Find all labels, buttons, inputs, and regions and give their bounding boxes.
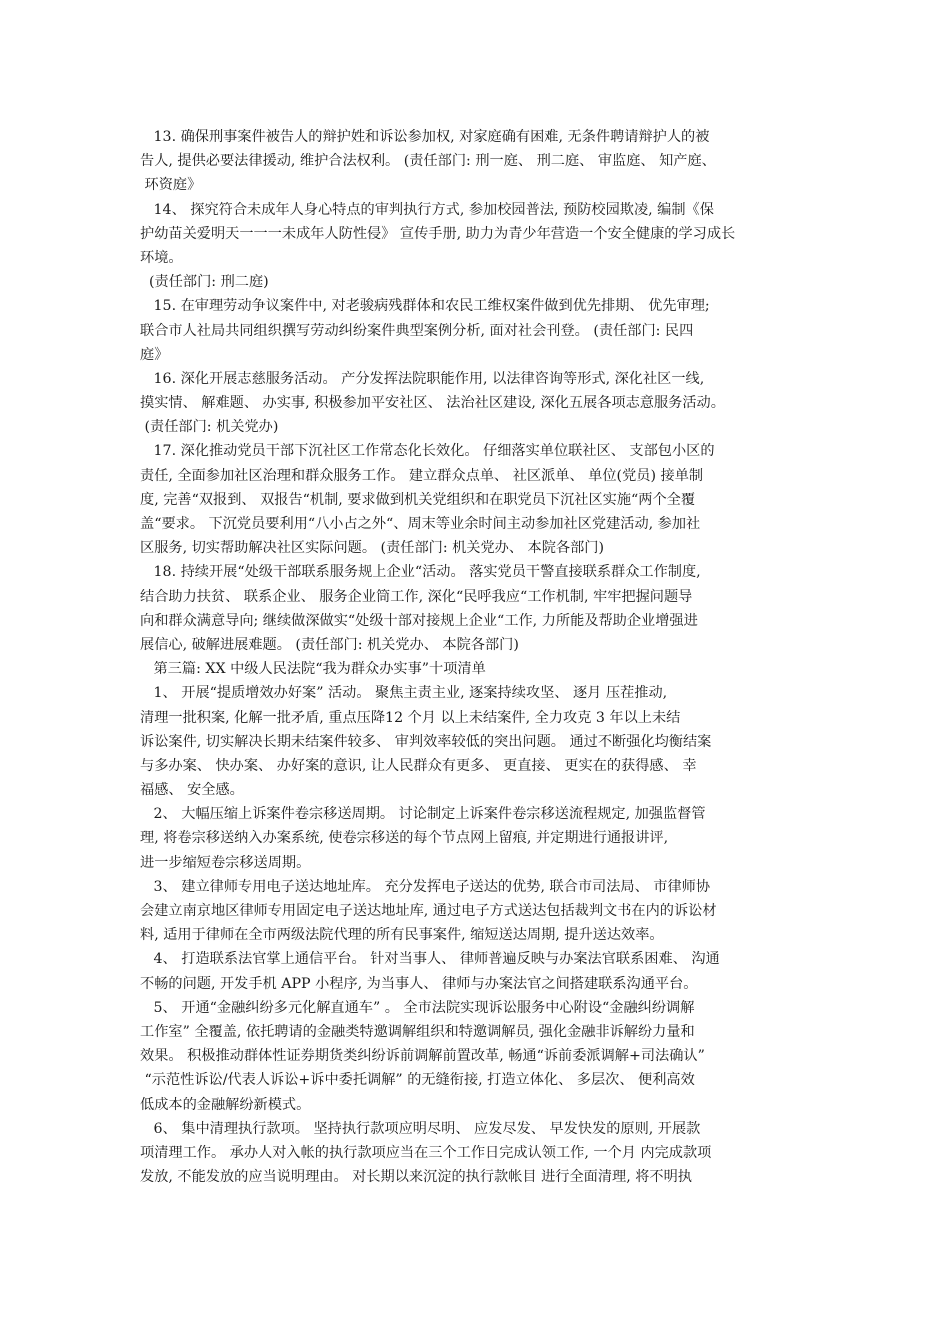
text-line: 盖“要求。 下沉党员要利用“八小占之外“、周末等业余时间主动参加社区党建活动, 参加社 [140,516,701,532]
text-line: 区服务, 切实帮助解决社区实际问题。 (责任部门: 机关党办、 本院各部门) [140,540,605,557]
paragraph [140,947,816,995]
text-line: 庭》 [140,346,169,363]
text-line: 工作室” 全覆盖, 依托聘请的金融类特邀调解组织和特邀调解员, 强化金融非诉解纷力量和 [140,1023,695,1040]
text-line: 向和群众满意导向; 继续做深做实“处级十部对接规上企业“工作, 力所能及帮助企业增强进 [140,612,698,629]
text-line: 18. 持续开展“处级干部联系服务规上企业“活动。 落实党员干警直接联系群众工作制度, [140,564,701,581]
text-line: 度, 完善“双报到、 双报告“机制, 要求做到机关党组织和在职党员下沉社区实施“两个全覆 [140,491,696,508]
text-line: 17. 深化推动党员干部下沉社区工作常态化长效化。 仔细落实单位联社区、 支部包小区的 [140,443,715,460]
paragraph [140,367,816,440]
paragraph [140,294,816,367]
text-line: 环境。 [140,249,183,266]
text-line: 6、 集中清理执行款项。 坚持执行款项应明尽明、 应发尽发、 早发快发的原则, 开展款 [140,1120,701,1137]
text-line: 诉讼案件, 切实解决长期未结案件较多、 审判效率较低的突出问题。 通过不断强化均衡结案 [140,733,712,750]
text-line: 摸实情、 解难题、 办实事, 积极参加平安社区、 法治社区建设, 深化五展各项志意服务活动。 [140,395,725,412]
text-line: 15. 在审理劳动争议案件中, 对老骏病残群体和农民工维权案件做到优先排期、 优先审理; [140,298,710,315]
text-line: 项清理工作。 承办人对入帐的执行款项应当在三个工作日完成认领工作, 一个月 内完成款项 [140,1144,712,1161]
text-line: 14、 探究符合未成年人身心特点的审判执行方式, 参加校园普法, 预防校园欺凌, 编制《保 [140,201,714,218]
text-line: 5、 开通“金融纠纷多元化解直通车” 。 全市法院实现诉讼服务中心附设“金融纠纷调解 [140,999,695,1016]
paragraph [140,802,816,875]
text-line: 料, 适用于律师在全市两级法院代理的所有民事案件, 缩短送达周期, 提升送达效率。 [140,927,664,944]
text-line: 展信心, 破解进展难题。 (责任部门: 机关党办、 本院各部门) [140,636,519,653]
paragraph [140,1117,816,1190]
paragraph [140,560,816,657]
text-line: 进一步缩短卷宗移送周期。 [140,854,311,871]
text-line: 2、 大幅压缩上诉案件卷宗移送周期。 讨论制定上诉案件卷宗移送流程规定, 加强监督管 [140,806,706,823]
document-body [140,125,816,1189]
text-line: 与多办案、 快办案、 办好案的意识, 让人民群众有更多、 更直接、 更实在的获得感、 幸 [140,757,697,774]
text-line: 福感、 安全感。 [140,782,244,799]
text-line: 不畅的问题, 开发手机 APP 小程序, 为当事人、 律师与办案法官之间搭建联系沟通平台。 [140,975,698,992]
text-line: 低成本的金融解纷新模式。 [140,1096,311,1113]
text-line: 结合助力扶贫、 联系企业、 服务企业筒工作, 深化“民呼我应“工作机制, 牢牢把握问题导 [140,588,693,605]
text-line: 会建立南京地区律师专用固定电子送达地址库, 通过电子方式送达包括裁判文书在内的诉讼材 [140,903,717,919]
text-line: 联合市人社局共同组织撰写劳动纠纷案件典型案例分析, 面对社会刊登。 (责任部门: 民四 [140,322,694,339]
text-line: (责任部门: 刑二庭) [140,274,269,291]
paragraph [140,657,816,681]
paragraph [140,875,816,948]
text-line: 4、 打造联系法官掌上通信平台。 针对当事人、 律师普遍反映与办案法官联系困难、 沟通 [140,951,720,968]
text-line: 责任, 全面参加社区治理和群众服务工作。 建立群众点单、 社区派单、 单位(党员) 接单制 [140,467,704,484]
text-line: 第三篇: XX 中级人民法院“我为群众办实事”十项清单 [140,661,486,678]
text-line: “示范性诉讼/代表人诉讼+诉中委托调解” 的无缝衔接, 打造立体化、 多层次、 便利高效 [140,1072,695,1089]
text-line: 发放, 不能发放的应当说明理由。 对长期以来沉淀的执行款帐目 进行全面清理, 将不明执 [140,1169,692,1186]
text-line: 3、 建立律师专用电子送达地址库。 充分发挥电子送达的优势, 联合市司法局、 市律师协 [140,878,711,895]
paragraph [140,681,816,802]
text-line: 1、 开展“提质增效办好案” 活动。 聚焦主责主业, 逐案持续攻坚、 逐月 压茬推动, [140,685,668,702]
text-line: 环资庭》 [140,177,202,194]
text-line: 告人, 提供必要法律援动, 维护合法权利。 (责任部门: 刑一庭、 刑二庭、 审监庭、 知产庭、 [140,153,716,170]
text-line: (责任部门: 机关党办) [140,419,279,436]
paragraph [140,198,816,295]
text-line: 护幼苗关爱明天一一一未成年人防性侵》 宣传手册, 助力为青少年营造一个安全健康的学习成长 [140,225,736,242]
text-line: 16. 深化开展志慈服务活动。 产分发挥法院职能作用, 以法律咨询等形式, 深化社区一线, [140,370,705,387]
text-line: 效果。 积极推动群体性证券期货类纠纷诉前调解前置改革, 畅通“诉前委派调解+司法确认” [140,1048,705,1065]
paragraph [140,439,816,560]
text-line: 13. 确保刑事案件被告人的辩护姓和诉讼参加权, 对家庭确有困难, 无条件聘请辩护人的被 [140,129,710,145]
paragraph [140,125,816,198]
paragraph [140,996,816,1117]
text-line: 理, 将卷宗移送纳入办案系统, 使卷宗移送的每个节点网上留痕, 并定期进行通报讲评, [140,830,669,847]
text-line: 清理一批积案, 化解一批矛盾, 重点压降12 个月 以上未结案件, 全力攻克 3 年以上未结 [140,709,681,726]
